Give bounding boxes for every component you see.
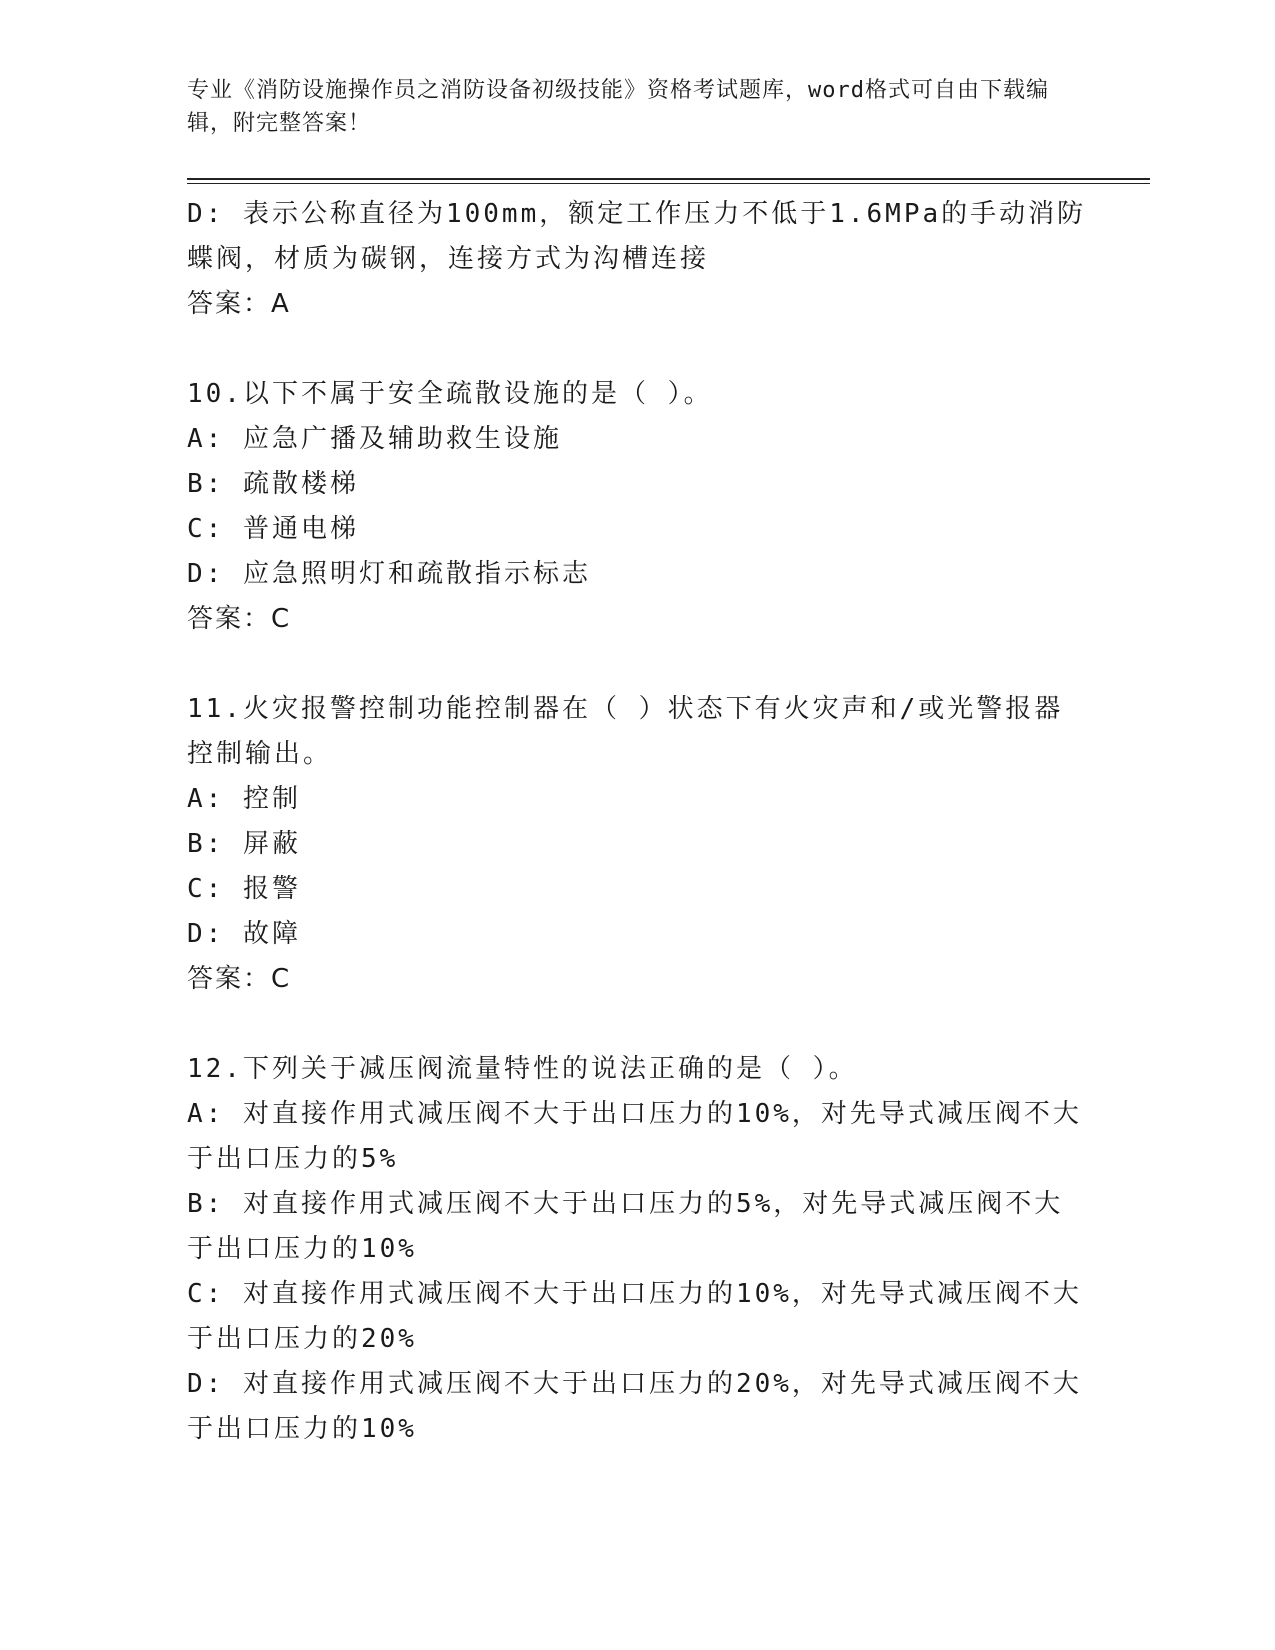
option-d: D: 应急照明灯和疏散指示标志 [187,559,591,589]
question-10 [187,372,1087,642]
option-c: C: 普通电梯 [187,514,359,544]
option-a: A: 对直接作用式减压阀不大于出口压力的10%，对先导式减压阀不大于出口压力的5% [187,1099,1082,1174]
question-stem: 11.火灾报警控制功能控制器在（ ）状态下有火灾声和/或光警报器控制输出。 [187,694,1064,769]
header-rule-thin [187,183,1150,184]
option-c: C: 报警 [187,874,301,904]
document-header: 专业《消防设施操作员之消防设备初级技能》资格考试题库，word格式可自由下载编辑，附完整答案！ [187,78,1049,136]
prev-question-answer: 答案：A [187,289,291,319]
question-stem: 10.以下不属于安全疏散设施的是（ ）。 [187,379,713,409]
option-b: B: 屏蔽 [187,829,301,859]
header-rule-thick [187,178,1150,180]
spacer [187,327,1087,372]
question-stem: 12.下列关于减压阀流量特性的说法正确的是（ ）。 [187,1054,858,1084]
option-d: D: 故障 [187,919,301,949]
spacer [187,1002,1087,1047]
answer: 答案：C [187,964,292,994]
option-b: B: 对直接作用式减压阀不大于出口压力的5%，对先导式减压阀不大于出口压力的10% [187,1189,1064,1264]
option-c: C: 对直接作用式减压阀不大于出口压力的10%，对先导式减压阀不大于出口压力的20% [187,1279,1082,1354]
prev-question-option-d: D: 表示公称直径为100mm，额定工作压力不低于1.6MPa的手动消防蝶阀，材质为碳钢，连接方式为沟槽连接 [187,199,1087,274]
option-a: A: 控制 [187,784,301,814]
question-11 [187,687,1087,1002]
spacer [187,642,1087,687]
option-b: B: 疏散楼梯 [187,469,359,499]
option-a: A: 应急广播及辅助救生设施 [187,424,562,454]
question-12 [187,1047,1087,1452]
question-list [187,192,1087,1452]
answer: 答案：C [187,604,292,634]
option-d: D: 对直接作用式减压阀不大于出口压力的20%，对先导式减压阀不大于出口压力的10% [187,1369,1082,1444]
